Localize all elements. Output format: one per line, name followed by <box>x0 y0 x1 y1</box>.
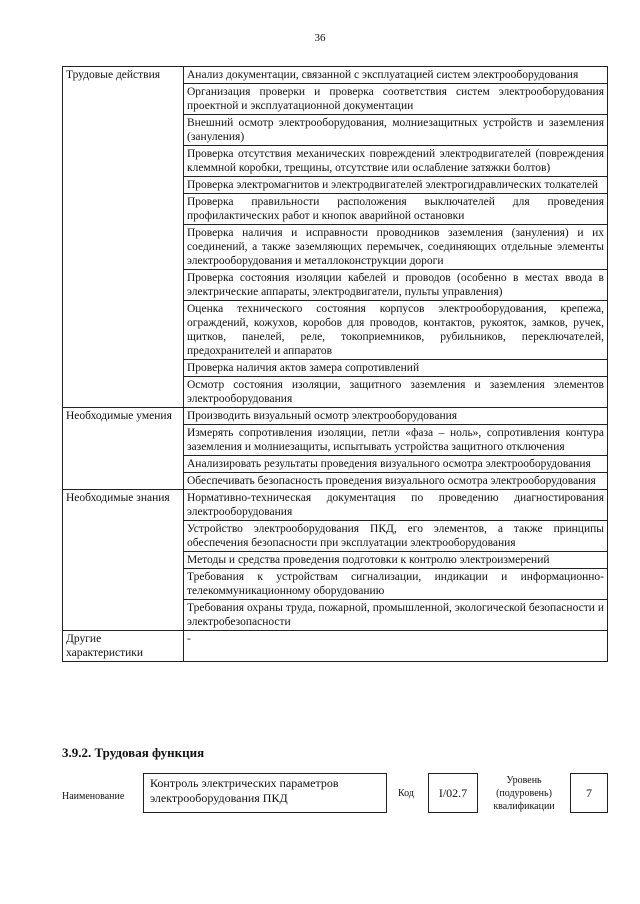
function-name-label: Наименование <box>62 791 125 802</box>
row-group-label: Необходимые умения <box>63 408 184 490</box>
table-row <box>63 631 608 662</box>
table-cell: Проверка наличия актов замера сопротивлений <box>184 360 608 377</box>
table-cell: Проверка наличия и исправности проводников заземления (зануления) и их соединений, а также заземляющих перемычек, соединяющих отдельные элементы электрооборудования и металлоконструкции дороги <box>184 225 608 270</box>
table-cell: Проверка электромагнитов и электродвигателей электрогидравлических толкателей <box>184 177 608 194</box>
table-row <box>63 490 608 521</box>
row-group-label: Другие характеристики <box>63 631 184 662</box>
table-row <box>63 408 608 425</box>
table-cell: Методы и средства проведения подготовки к контролю электроизмерений <box>184 552 608 569</box>
table-cell: Проверка отсутствия механических повреждений электродвигателей (повреждения клеммной коробки, трещины, отсутствие или ослабление затяжки болтов) <box>184 146 608 177</box>
function-code-box: I/02.7 <box>428 773 478 813</box>
row-group-label: Необходимые знания <box>63 490 184 631</box>
qualification-level-box: 7 <box>570 773 608 813</box>
qualification-level-label: Уровень (подуровень) квалификации <box>493 775 555 812</box>
table-cell: Обеспечивать безопасность проведения визуального осмотра электрооборудования <box>184 473 608 490</box>
table-cell: Внешний осмотр электрооборудования, молниезащитных устройств и заземления (зануления) <box>184 115 608 146</box>
table-cell: Нормативно-техническая документация по проведению диагностирования электрооборудования <box>184 490 608 521</box>
function-code-label: Код <box>398 788 414 799</box>
table-cell: Осмотр состояния изоляции, защитного заземления и заземления элементов электрооборудования <box>184 377 608 408</box>
table-cell: Устройство электрооборудования ПКД, его элементов, а также принципы обеспечения безопасности при эксплуатации электрооборудования <box>184 521 608 552</box>
table-cell: Анализ документации, связанной с эксплуатацией систем электрооборудования <box>184 67 608 84</box>
table-cell: Требования охраны труда, пожарной, промышленной, экологической безопасности и электробезопасности <box>184 600 608 631</box>
row-group-label: Трудовые действия <box>63 67 184 408</box>
table-cell: Анализировать результаты проведения визуального осмотра электрооборудования <box>184 456 608 473</box>
table-cell: Проверка состояния изоляции кабелей и проводов (особенно в местах ввода в электрические аппараты, электродвигатели, пульты управления) <box>184 270 608 301</box>
table-cell: Оценка технического состояния корпусов электрооборудования, крепежа, ограждений, кожухов, коробов для проводов, контактов, рукояток, замков, ручек, щитков, панелей, реле, токоприемников, рубильников, переключателей, предохранителей и аппаратов <box>184 301 608 360</box>
table-cell: Требования к устройствам сигнализации, индикации и информационно-телекоммуникационному оборудованию <box>184 569 608 600</box>
page-number: 36 <box>314 32 326 44</box>
section-title: 3.9.2. Трудовая функция <box>62 745 205 760</box>
function-name-box: Контроль электрических параметров электрооборудования ПКД <box>143 773 387 813</box>
competency-table-body <box>63 67 608 662</box>
table-cell: Производить визуальный осмотр электрооборудования <box>184 408 608 425</box>
table-cell: Организация проверки и проверка соответствия систем электрооборудования проектной и эксплуатационной документации <box>184 84 608 115</box>
competency-table <box>62 66 608 662</box>
table-cell: - <box>184 631 608 662</box>
table-cell: Измерять сопротивления изоляции, петли «фаза – ноль», сопротивления контура заземления и молниезащиты, испытывать устройства защитного отключения <box>184 425 608 456</box>
table-row <box>63 67 608 84</box>
table-cell: Проверка правильности расположения выключателей для проведения профилактических работ и кнопок аварийной остановки <box>184 194 608 225</box>
